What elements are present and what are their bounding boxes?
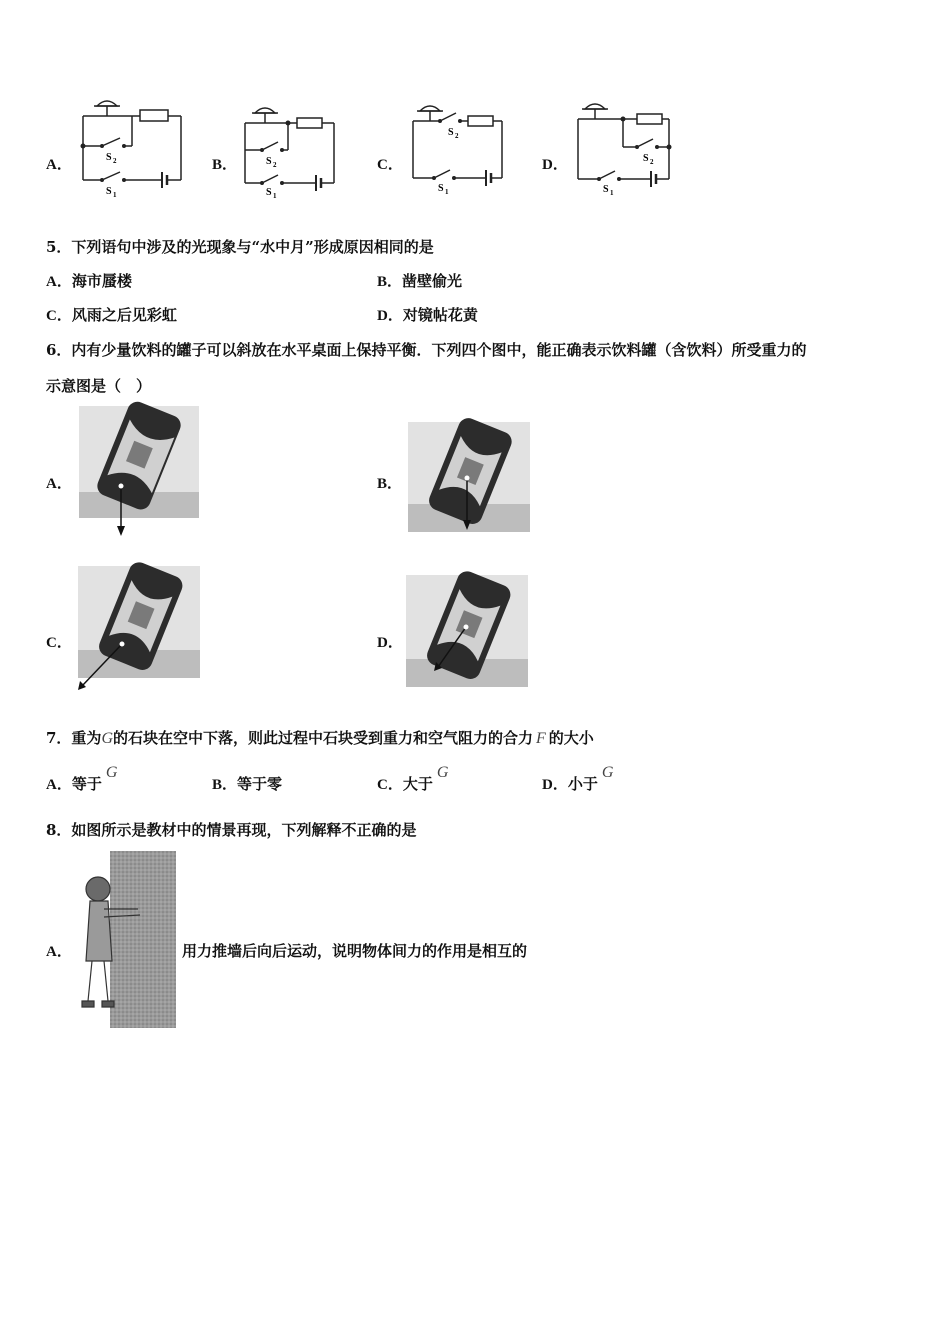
girl-pushing-wall-image — [78, 851, 178, 1028]
q7-option-c[interactable]: C．大于G — [377, 764, 449, 793]
q5-option-c[interactable]: C．风雨之后见彩虹 — [46, 306, 177, 324]
q5-option-b[interactable]: B．凿壁偷光 — [377, 272, 463, 290]
q4-option-c-label[interactable]: C． — [377, 157, 403, 173]
q5-option-d[interactable]: D．对镜帖花黄 — [377, 306, 478, 324]
circuit-diagram-c — [410, 103, 505, 195]
circuit-d-s1-label: S — [603, 184, 609, 195]
svg-text:2: 2 — [455, 132, 459, 140]
circuit-diagram-d — [575, 101, 675, 196]
circuit-c-s1-label: S — [438, 183, 444, 194]
q4-option-b-label[interactable]: B． — [212, 157, 238, 173]
circuit-diagram-a — [80, 98, 185, 198]
q7-option-a[interactable]: A．等于G — [46, 764, 118, 793]
can-image-a — [79, 406, 199, 536]
q7-option-b[interactable]: B．等于零 — [212, 775, 283, 793]
can-image-b — [408, 422, 530, 532]
svg-text:1: 1 — [273, 192, 277, 200]
q5-option-a[interactable]: A．海市蜃楼 — [46, 272, 132, 290]
circuit-b-s1-label: S — [266, 187, 272, 198]
q6-option-a-label[interactable]: A． — [46, 476, 72, 492]
svg-text:1: 1 — [445, 188, 449, 196]
q8-option-a-text[interactable]: 用力推墙后向后运动，说明物体间力的作用是相互的 — [182, 942, 528, 960]
q6-stem-line2: 示意图是（ ） — [46, 377, 152, 395]
q6-stem-line1: 6．内有少量饮料的罐子可以斜放在水平桌面上保持平衡．下列四个图中，能正确表示饮料罐（含饮料）所受重力的 — [46, 341, 807, 359]
q4-option-d-label[interactable]: D． — [542, 157, 568, 173]
q5-stem: 5．下列语句中涉及的光现象与“水中月”形成原因相同的是 — [46, 238, 434, 256]
can-image-d — [406, 575, 528, 687]
svg-text:1: 1 — [610, 189, 614, 197]
circuit-b-s2-label: S — [266, 156, 272, 167]
circuit-d-s2-label: S — [643, 153, 649, 164]
svg-text:2: 2 — [113, 157, 117, 165]
q8-stem: 8．如图所示是教材中的情景再现，下列解释不正确的是 — [46, 821, 417, 839]
q4-option-a-label[interactable]: A． — [46, 157, 72, 173]
q6-option-d-label[interactable]: D． — [377, 635, 403, 651]
q8-option-a-label[interactable]: A． — [46, 944, 72, 960]
q6-option-b-label[interactable]: B． — [377, 476, 403, 492]
svg-text:1: 1 — [113, 191, 117, 199]
svg-text:2: 2 — [273, 161, 277, 169]
q6-option-c-label[interactable]: C． — [46, 635, 72, 651]
circuit-diagram-b — [242, 105, 337, 200]
circuit-a-s2-label: S — [106, 152, 112, 163]
circuit-a-s1-label: S — [106, 186, 112, 197]
can-image-c — [78, 566, 200, 691]
circuit-c-s2-label: S — [448, 127, 454, 138]
svg-text:2: 2 — [650, 158, 654, 166]
q7-stem: 7．重为G的石块在空中下落，则此过程中石块受到重力和空气阻力的合力 F 的大小 — [46, 729, 594, 747]
q7-option-d[interactable]: D．小于G — [542, 764, 614, 793]
